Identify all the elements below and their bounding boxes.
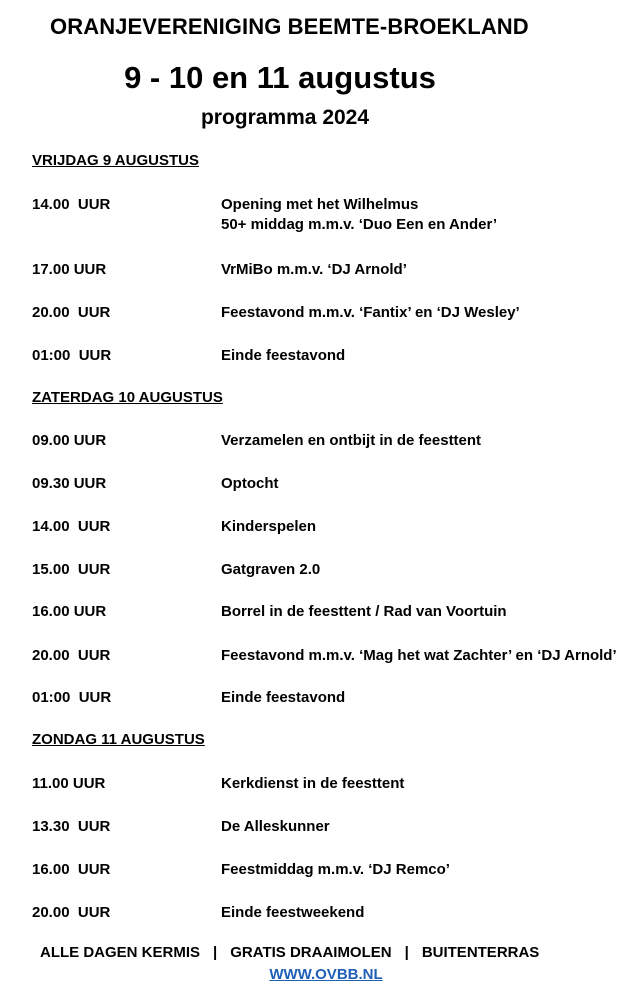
footer-item-buitenterras: BUITENTERRAS [421, 944, 540, 961]
event-time: 01:00 UUR [32, 689, 112, 706]
event-description [221, 303, 520, 323]
event-time: 20.00 UUR [32, 304, 111, 321]
event-time: 15.00 UUR [32, 561, 111, 578]
day-heading: ZATERDAG 10 AUGUSTUS [32, 389, 223, 406]
event-time: 09.30 UUR [32, 475, 107, 492]
footer-item-draaimolen: GRATIS DRAAIMOLEN [230, 944, 392, 961]
event-description-line: Kerkdienst in de feesttent [221, 775, 405, 792]
event-description-line: De Alleskunner [221, 818, 330, 835]
event-description [221, 517, 316, 537]
event-description [221, 431, 481, 451]
event-time: 09.00 UUR [32, 432, 107, 449]
event-description-line: Feestmiddag m.m.v. ‘DJ Remco’ [221, 861, 450, 878]
event-description [221, 688, 345, 708]
website-link[interactable]: WWW.OVBB.NL [269, 966, 383, 983]
event-time: 16.00 UUR [32, 861, 111, 878]
organization-title: ORANJEVERENIGING BEEMTE-BROEKLAND [50, 14, 529, 39]
event-description-line: Optocht [221, 475, 279, 492]
event-dates: 9 - 10 en 11 augustus [124, 60, 436, 95]
event-description [221, 346, 345, 366]
event-description [221, 195, 497, 235]
event-description-line: Einde feestavond [221, 347, 346, 364]
footer-features [40, 944, 539, 961]
event-description-line: 50+ middag m.m.v. ‘Duo Een en Ander’ [221, 216, 498, 233]
event-description-line: Einde feestweekend [221, 904, 365, 921]
footer-separator: | [404, 944, 409, 961]
event-description [221, 560, 320, 580]
event-description [221, 774, 404, 794]
event-description-line: VrMiBo m.m.v. ‘DJ Arnold’ [221, 261, 407, 278]
footer-item-kermis: ALLE DAGEN KERMIS [40, 944, 201, 961]
event-time: 11.00 UUR [32, 775, 106, 792]
event-time: 20.00 UUR [32, 647, 111, 664]
event-time: 14.00 UUR [32, 518, 111, 535]
event-description-line: Kinderspelen [221, 518, 317, 535]
event-description-line: Verzamelen en ontbijt in de feesttent [221, 432, 482, 449]
event-description-line: Gatgraven 2.0 [221, 561, 321, 578]
day-heading: VRIJDAG 9 AUGUSTUS [32, 152, 199, 169]
event-description-line: Borrel in de feesttent / Rad van Voortuin [221, 603, 507, 620]
day-heading: ZONDAG 11 AUGUSTUS [32, 731, 205, 748]
event-description-line: Feestavond m.m.v. ‘Mag het wat Zachter’ en ‘DJ Arnold’ [221, 647, 617, 664]
event-time: 13.30 UUR [32, 818, 111, 835]
program-subtitle: programma 2024 [200, 106, 370, 129]
event-time: 14.00 UUR [32, 196, 111, 213]
event-description-line: Opening met het Wilhelmus [221, 196, 419, 213]
event-description [221, 817, 330, 837]
event-description [221, 860, 450, 880]
footer-separator: | [213, 944, 218, 961]
event-time: 17.00 UUR [32, 261, 107, 278]
event-description [221, 903, 364, 923]
event-time: 01:00 UUR [32, 347, 112, 364]
event-time: 20.00 UUR [32, 904, 111, 921]
event-description [221, 260, 407, 280]
event-description [221, 646, 617, 666]
event-description-line: Einde feestavond [221, 689, 346, 706]
event-time: 16.00 UUR [32, 603, 107, 620]
event-description-line: Feestavond m.m.v. ‘Fantix’ en ‘DJ Wesley’ [221, 304, 520, 321]
event-description [221, 474, 279, 494]
event-description [221, 602, 507, 622]
